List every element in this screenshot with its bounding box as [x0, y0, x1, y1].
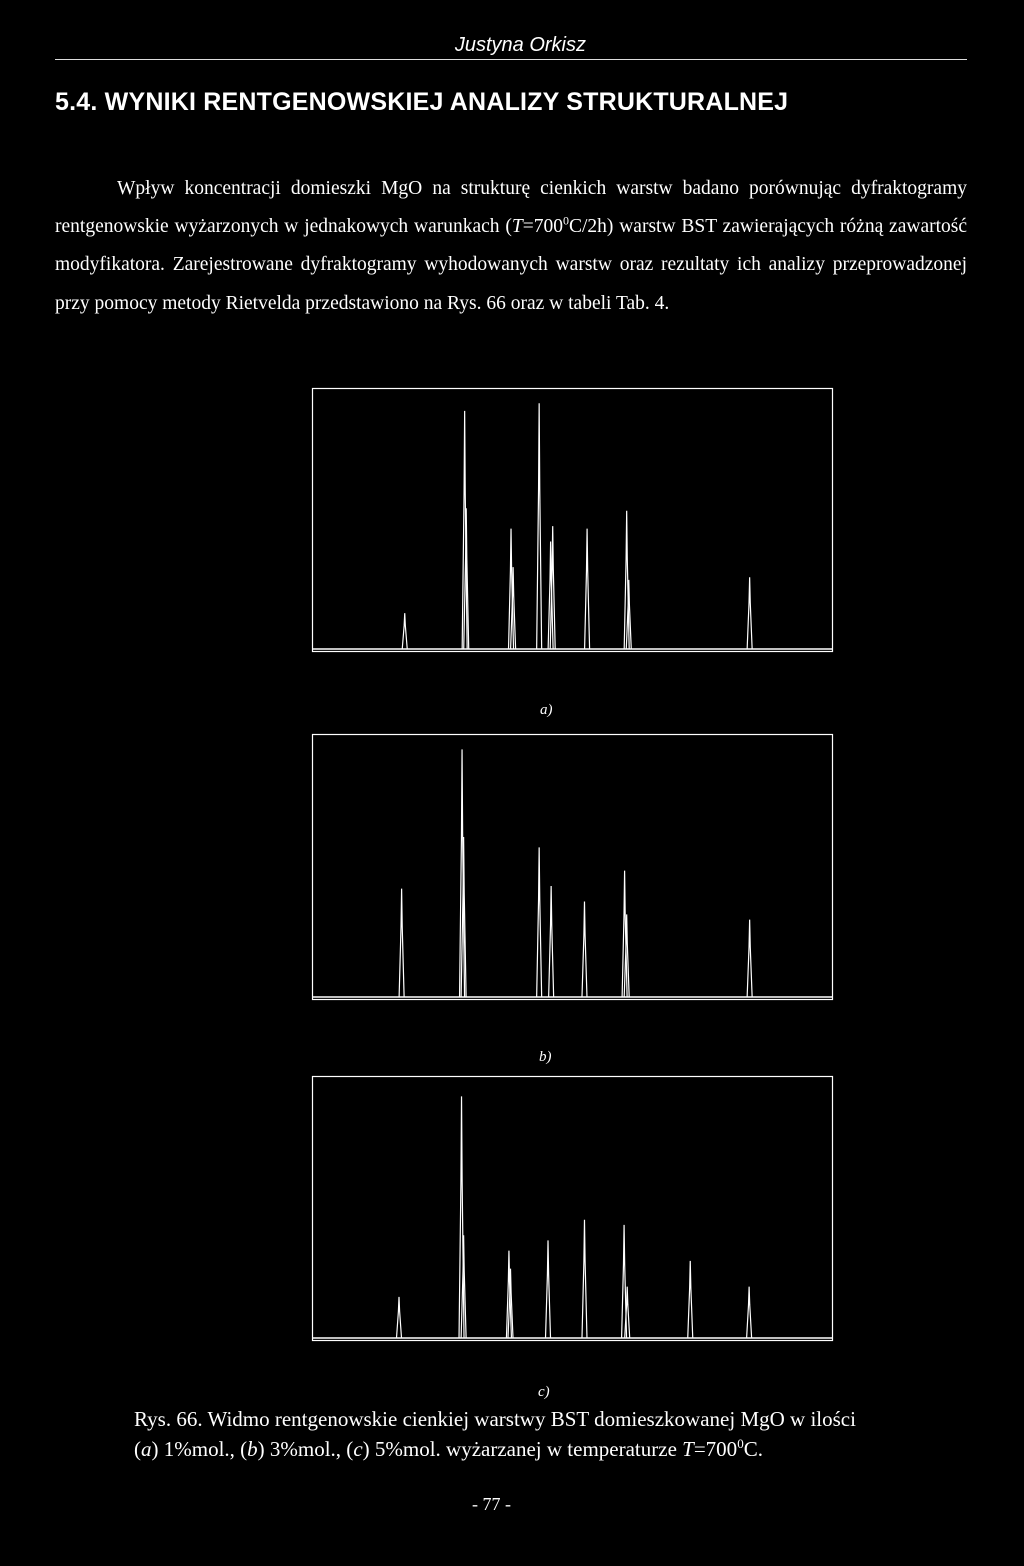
diffraction-peak — [402, 613, 407, 649]
panel-label-b: b) — [539, 1049, 552, 1065]
panel-label-c: c) — [538, 1384, 550, 1400]
running-header-author: Justyna Orkisz — [454, 34, 586, 56]
diffractogram-c-svg — [312, 1076, 833, 1341]
diffraction-peak — [537, 847, 542, 997]
diffractogram-b-svg — [312, 734, 833, 1000]
diffraction-peak — [537, 403, 542, 649]
diffraction-peak — [399, 889, 404, 997]
page-number: - 77 - — [472, 1494, 511, 1514]
section-title: 5.4. WYNIKI RENTGENOWSKIEJ ANALIZY STRUKTURALNEJ — [55, 88, 789, 116]
body-paragraph: Wpływ koncentracji domieszki MgO na strukturę cienkich warstw badano porównując dyfraktogramy rentgenowskie wyżarzonych w jednakowych warunkach $(T=700^0C/2h)$ warstw BST zawierających różną zawartość modyfikatora. Zarejestrowane dyfraktogramy wyhodowanych warstw oraz rezultaty ich analizy przeprowadzonej przy pomocy metody Rietvelda przedstawiono na Rys. 66 oraz w tabeli Tab. 4. — [55, 178, 968, 314]
caption-line-2: (a) 1%mol., (b) 3%mol., (c) 5%mol. wyżarzanej w temperaturze $T=700^0C$. — [134, 1436, 763, 1461]
diffraction-peak — [582, 1220, 587, 1338]
plot-frame — [313, 1077, 833, 1341]
diffraction-peak — [549, 886, 554, 997]
diffraction-peak — [397, 1297, 402, 1338]
diffractogram-a — [312, 388, 833, 652]
diffraction-peak — [459, 1096, 464, 1338]
diffractogram-b — [312, 734, 833, 1000]
diffractogram-c — [312, 1076, 833, 1341]
header-rule — [55, 59, 967, 60]
diffraction-peak — [747, 1287, 752, 1338]
diffractogram-a-svg — [312, 388, 833, 652]
plot-frame — [313, 735, 833, 1000]
diffraction-peak — [585, 529, 590, 649]
caption-line-1: Rys. 66. Widmo rentgenowskie cienkiej warstwy BST domieszkowanej MgO w ilości — [134, 1407, 856, 1431]
diffraction-peak — [747, 577, 752, 649]
diffraction-peak — [546, 1240, 551, 1338]
figure-caption — [134, 1404, 914, 1464]
diffraction-peak — [582, 902, 587, 997]
plot-frame — [313, 389, 833, 652]
panel-label-a: a) — [540, 702, 553, 718]
diffraction-peak — [747, 920, 752, 997]
diffraction-peak — [688, 1261, 693, 1338]
